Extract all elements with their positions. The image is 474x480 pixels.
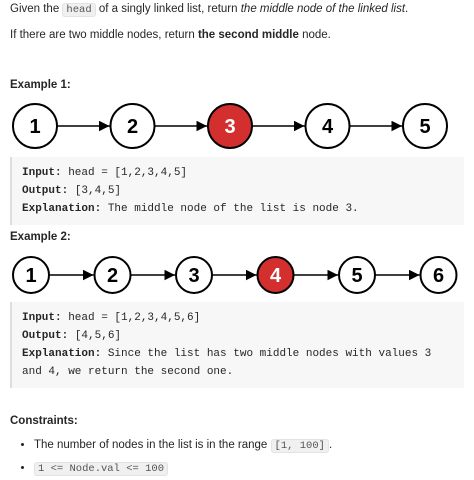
node-value: 5 (419, 116, 431, 138)
list-node (111, 104, 155, 148)
intro-line-1 (10, 2, 408, 18)
node-value: 2 (106, 265, 119, 287)
explanation-value: Since the list has two middle nodes with values 3 and 4, we return the second one. (22, 348, 438, 378)
example-1-title: Example 1: (10, 79, 71, 91)
list-node (95, 257, 131, 293)
example-2-input-line (22, 309, 454, 327)
inline-code-range: [1, 100] (271, 439, 329, 453)
intro-emphasis: the middle node of the linked list (240, 3, 406, 15)
explanation-label: Explanation: (22, 203, 102, 215)
intro-text: node. (298, 29, 331, 41)
example-2-linked-list-diagram (0, 254, 474, 296)
node-value: 3 (188, 265, 200, 287)
intro-bold: the second middle (197, 29, 299, 41)
list-node-middle (258, 257, 294, 293)
example-1-code-block (10, 157, 464, 225)
output-label: Output: (22, 185, 69, 197)
example-1-explanation-line (22, 200, 454, 218)
example-1-output-line (22, 182, 454, 200)
output-value: [4,5,6] (68, 330, 122, 342)
list-node (13, 104, 57, 148)
input-value: head = [1,2,3,4,5] (61, 167, 188, 179)
intro-text: Given the (10, 3, 63, 15)
example-2-code-block (10, 302, 464, 388)
list-node (403, 104, 447, 148)
inline-code-node-val: 1 <= Node.val <= 100 (34, 462, 168, 476)
output-label: Output: (22, 330, 69, 342)
constraints-title: Constraints: (10, 415, 78, 427)
example-2-explanation-line (22, 345, 454, 381)
node-value: 1 (25, 265, 37, 287)
list-node (176, 257, 212, 293)
example-1-input-line (22, 164, 454, 182)
intro-text: of a singly linked list, return (95, 3, 241, 15)
constraint-item (34, 457, 332, 480)
list-node (339, 257, 375, 293)
input-label: Input: (22, 167, 62, 179)
output-value: [3,4,5] (68, 185, 122, 197)
constraint-text: The number of nodes in the list is in the range (34, 439, 271, 451)
node-value: 4 (321, 116, 334, 138)
explanation-label: Explanation: (22, 348, 102, 360)
input-label: Input: (22, 312, 62, 324)
constraint-text: . (328, 439, 333, 451)
node-value: 4 (269, 265, 282, 287)
example-2-title: Example 2: (10, 231, 71, 243)
list-node (13, 257, 49, 293)
intro-text: If there are two middle nodes, return (10, 29, 198, 41)
list-node (421, 257, 457, 293)
intro-line-2 (10, 28, 331, 43)
explanation-value: The middle node of the list is node 3. (101, 203, 359, 215)
node-value: 3 (224, 116, 236, 138)
constraints-list (10, 434, 332, 480)
inline-code-head: head (62, 3, 95, 17)
node-value: 6 (432, 265, 445, 287)
list-node-middle (208, 104, 252, 148)
example-1-linked-list-diagram (0, 101, 474, 151)
node-value: 1 (29, 116, 41, 138)
node-value: 2 (126, 116, 139, 138)
example-2-output-line (22, 327, 454, 345)
node-value: 5 (351, 265, 363, 287)
input-value: head = [1,2,3,4,5,6] (61, 312, 201, 324)
constraint-item (34, 434, 332, 457)
intro-text: . (405, 3, 409, 15)
list-node (306, 104, 350, 148)
